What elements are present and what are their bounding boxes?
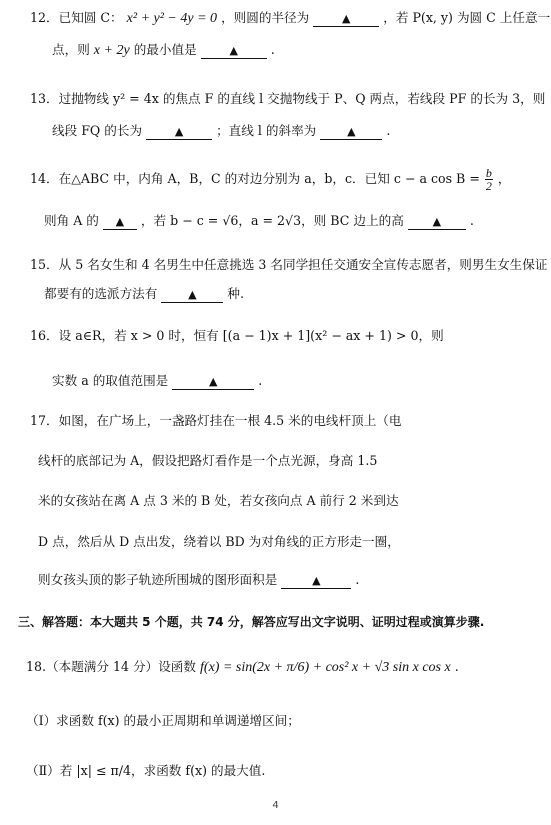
q12-text-a: 12．已知圆 C： (30, 10, 123, 25)
q16-line1: 16．设 a∈R，若 x > 0 时，恒有 [(a − 1)x + 1](x² − ax + 1) > 0，则 (30, 328, 444, 343)
q17-line3: 米的女孩站在离 A 点 3 米的 B 处，若女孩向点 A 前行 2 米到达 (38, 493, 399, 508)
q18-part2: （Ⅱ）若 |x| ≤ π/4，求函数 f(x) 的最大值. (26, 763, 266, 778)
triangle-marker: ▲ (229, 44, 238, 57)
q16-text-a: 实数 a 的取值范围是 (52, 373, 169, 388)
q14-line2 (44, 212, 474, 230)
q14-frac-den: 2 (485, 179, 492, 193)
page-number: 4 (272, 800, 279, 811)
q16-line2 (52, 372, 262, 390)
q13-text-a: 线段 FQ 的长为 (52, 123, 143, 138)
q17-line4: D 点，然后从 D 点出发，绕着以 BD 为对角线的正方形走一圈， (38, 534, 400, 549)
q15-line2 (44, 285, 244, 303)
triangle-marker: ▲ (188, 288, 197, 301)
q12-text-e: 的最小值是 (133, 42, 197, 57)
triangle-marker: ▲ (312, 574, 321, 587)
q12-line1 (30, 9, 550, 28)
q18-text-c: . (454, 659, 459, 674)
q18-line1 (26, 658, 459, 677)
q14-text-f: . (469, 213, 474, 228)
q13-answer-blank-1[interactable] (146, 125, 212, 140)
q14-text-e: ，若 b − c = √6，a = 2√3，则 BC 边上的高 (140, 213, 404, 228)
q15-text-b: 种. (227, 286, 244, 301)
q16-answer-blank[interactable] (172, 375, 254, 390)
triangle-marker: ▲ (115, 215, 125, 228)
q16-text-b: . (258, 373, 263, 388)
q13-line2 (52, 122, 390, 140)
q12-text-f: . (270, 42, 275, 57)
q17-line1: 17．如图，在广场上，一盏路灯挂在一根 4.5 米的电线杆顶上（电 (30, 413, 402, 428)
q14-frac-num: b (485, 166, 492, 180)
q13-line1: 13．过抛物线 y² = 4x 的焦点 F 的直线 l 交抛物线于 P、Q 两点，若线段 PF 的长为 3，则 (30, 91, 546, 106)
q18-text-a: 18.（本题满分 14 分）设函数 (26, 659, 196, 674)
q12-expression: x + 2y (93, 43, 130, 58)
q12-text-b: ，则圆的半径为 (221, 10, 310, 25)
triangle-marker: ▲ (432, 215, 442, 228)
q17-text-b: . (355, 572, 360, 587)
q15-line1: 15．从 5 名女生和 4 名男生中任意挑选 3 名同学担任交通安全宣传志愿者，则男生女生保证 (30, 257, 548, 272)
q13-answer-blank-2[interactable] (320, 125, 382, 140)
q17-line5 (38, 571, 359, 589)
q14-answer-blank-1[interactable] (103, 215, 137, 230)
q17-line2: 线杆的底部记为 A，假设把路灯看作是一个点光源，身高 1.5 (38, 453, 378, 468)
section-three-title: 三、解答题：本大题共 5 个题，共 74 分，解答应写出文字说明、证明过程或演算步骤. (18, 615, 485, 629)
triangle-marker: ▲ (342, 12, 351, 25)
q15-text-a: 都要有的选派方法有 (44, 286, 158, 301)
q12-equation: x² + y² − 4y = 0 (126, 11, 218, 26)
triangle-marker: ▲ (347, 125, 356, 138)
q14-answer-blank-2[interactable] (408, 215, 466, 230)
q14-text-c: ， (497, 171, 511, 186)
q17-text-a: 则女孩头顶的影子轨迹所围城的图形面积是 (38, 572, 278, 587)
q12-text-c: ，若 P(x, y) 为圆 C 上任意一 (383, 10, 551, 25)
q14-fraction (485, 167, 493, 192)
q17-answer-blank[interactable] (281, 574, 351, 589)
q18-part1: （Ⅰ）求函数 f(x) 的最小正周期和单调递增区间； (26, 713, 300, 728)
triangle-marker: ▲ (209, 375, 218, 388)
q14-text-d: 则角 A 的 (44, 213, 99, 228)
q13-text-b: ；直线 l 的斜率为 (216, 123, 317, 138)
q12-text-d: 点，则 (52, 42, 90, 57)
triangle-marker: ▲ (174, 125, 184, 138)
q12-answer-blank-1[interactable] (313, 12, 379, 27)
q18-function-expression: f(x) = sin(2x + π/6) + cos² x + √3 sin x cos x (200, 660, 451, 675)
q12-line2 (52, 41, 275, 60)
q13-text-c: . (386, 123, 391, 138)
q14-line1 (30, 167, 511, 192)
q12-answer-blank-2[interactable] (201, 44, 267, 59)
q14-text-a: 14．在△ABC 中，内角 A，B，C 的对边分别为 a，b，c．已知 c − a cos B = (30, 171, 480, 186)
q15-answer-blank[interactable] (161, 288, 223, 303)
